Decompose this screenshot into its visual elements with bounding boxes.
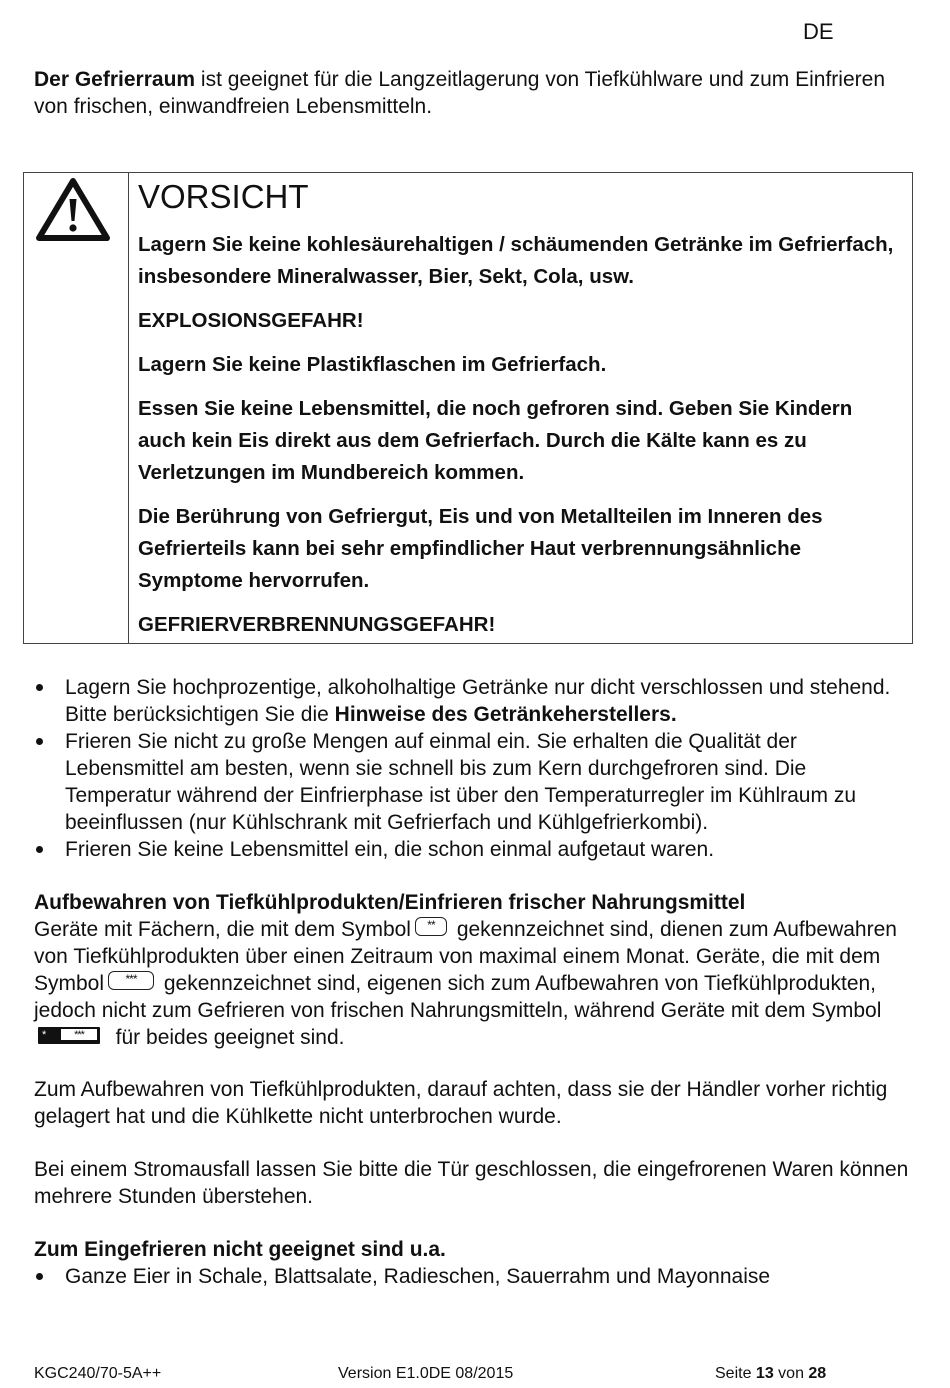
list-item-text: Ganze Eier in Schale, Blattsalate, Radieschen, Sauerrahm und Mayonnaise — [65, 1265, 771, 1288]
storage-text: für beides geeignet sind. — [115, 1026, 345, 1049]
footer-model: KGC240/70-5A++ — [34, 1365, 162, 1382]
storage-text: Geräte mit Fächern, die mit dem Symbol — [34, 918, 411, 941]
list-item-text: Frieren Sie keine Lebensmittel ein, die schon einmal aufgetaut waren. — [65, 838, 715, 861]
footer-page-total: 28 — [808, 1365, 827, 1382]
warning-box-divider — [128, 173, 129, 643]
four-star-symbol-right: *** — [61, 1029, 97, 1040]
bullet-icon — [36, 846, 43, 853]
list-item — [34, 674, 914, 728]
warning-paragraph: GEFRIERVERBRENNUNGSGEFAHR! — [138, 613, 496, 636]
two-star-symbol-icon: ** — [415, 917, 447, 936]
warning-box — [23, 172, 913, 644]
bullet-icon — [36, 684, 43, 691]
advice-list — [34, 674, 914, 863]
list-item — [34, 1263, 914, 1290]
warning-paragraph: Lagern Sie keine Plastikflaschen im Gefrierfach. — [138, 353, 607, 376]
warning-triangle-icon — [33, 175, 113, 245]
footer-page-prefix: Seite — [715, 1365, 756, 1382]
storage-section — [34, 889, 914, 1051]
warning-paragraph: Essen Sie keine Lebensmittel, die noch gefroren sind. Geben Sie Kindern auch kein Eis direkt aus dem Gefrierfach. Durch die Kälte kann es zu Verletzungen im Mundbereich kommen. — [138, 397, 853, 484]
storage-heading: Aufbewahren von Tiefkühlprodukten/Einfrieren frischer Nahrungsmittel — [34, 891, 746, 914]
warning-title: VORSICHT — [138, 178, 309, 215]
list-item-text: Lagern Sie hochprozentige, alkoholhaltige Getränke nur dicht verschlossen und stehend. Bitte berücksichtigen Sie die — [65, 676, 891, 726]
four-star-symbol-icon — [38, 1027, 100, 1044]
warning-content — [138, 173, 898, 653]
list-item — [34, 728, 914, 836]
warning-paragraph: Die Berührung von Gefriergut, Eis und von Metallteilen im Inneren des Gefrierteils kann bei sehr empfindlicher Haut verbrennungsähnliche Symptome hervorrufen. — [138, 505, 823, 592]
power-outage-paragraph: Bei einem Stromausfall lassen Sie bitte die Tür geschlossen, die eingefrorenen Waren können mehrere Stunden überstehen. — [34, 1158, 909, 1208]
list-item-text: Frieren Sie nicht zu große Mengen auf einmal ein. Sie erhalten die Qualität der Lebensmittel am besten, wenn sie schnell bis zum Kern durchgefroren sind. Die Temperatur während der Einfrierphase ist über den Temperaturregler im Kühlraum zu beeinflussen (nur Kühlschrank mit Gefrierfach und Kühlgefrierkombi). — [65, 730, 856, 834]
cold-chain-paragraph: Zum Aufbewahren von Tiefkühlprodukten, darauf achten, dass sie der Händler vorher richtig gelagert hat und die Kühlkette nicht unterbrochen wurde. — [34, 1078, 888, 1128]
not-suitable-section — [34, 1236, 914, 1290]
three-star-symbol-icon: *** — [108, 971, 154, 990]
storage-paragraph — [34, 916, 914, 1051]
intro-bold-lead: Der Gefrierraum — [34, 68, 196, 91]
warning-paragraph: EXPLOSIONSGEFAHR! — [138, 309, 364, 332]
not-suitable-list — [34, 1263, 914, 1290]
intro-paragraph — [34, 66, 914, 120]
bullet-icon — [36, 1273, 43, 1280]
footer-page-current: 13 — [755, 1365, 774, 1382]
list-item-bold: Hinweise des Getränkeherstellers. — [334, 703, 677, 726]
not-suitable-heading: Zum Eingefrieren nicht geeignet sind u.a. — [34, 1238, 446, 1261]
bullet-icon — [36, 738, 43, 745]
storage-text: gekennzeichnet sind, eigenen sich zum Aufbewahren von Tiefkühlprodukten, jedoch nicht zum Gefrieren von frischen Nahrungsmitteln, während Geräte mit dem Symbol — [34, 972, 882, 1022]
intro-text: ist geeignet für die Langzeitlagerung von Tiefkühlware und zum Einfrieren von frischen, einwandfreien Lebensmitteln. — [34, 68, 885, 118]
warning-paragraph: Lagern Sie keine kohlesäurehaltigen / schäumenden Getränke im Gefrierfach, insbesondere Mineralwasser, Bier, Sekt, Cola, usw. — [138, 233, 894, 288]
footer-version: Version E1.0DE 08/2015 — [338, 1365, 514, 1382]
footer-page-middle: von — [773, 1365, 809, 1382]
storage-text: gekennzeichnet sind, dienen zum Aufbewahren von Tiefkühlprodukten über einen Zeitraum von maximal einem Monat. Geräte, die mit dem Symbol — [34, 918, 897, 995]
list-item — [34, 836, 914, 863]
footer-page-number — [715, 1364, 826, 1384]
four-star-symbol-left: * — [42, 1028, 46, 1041]
language-label: DE — [803, 19, 834, 44]
